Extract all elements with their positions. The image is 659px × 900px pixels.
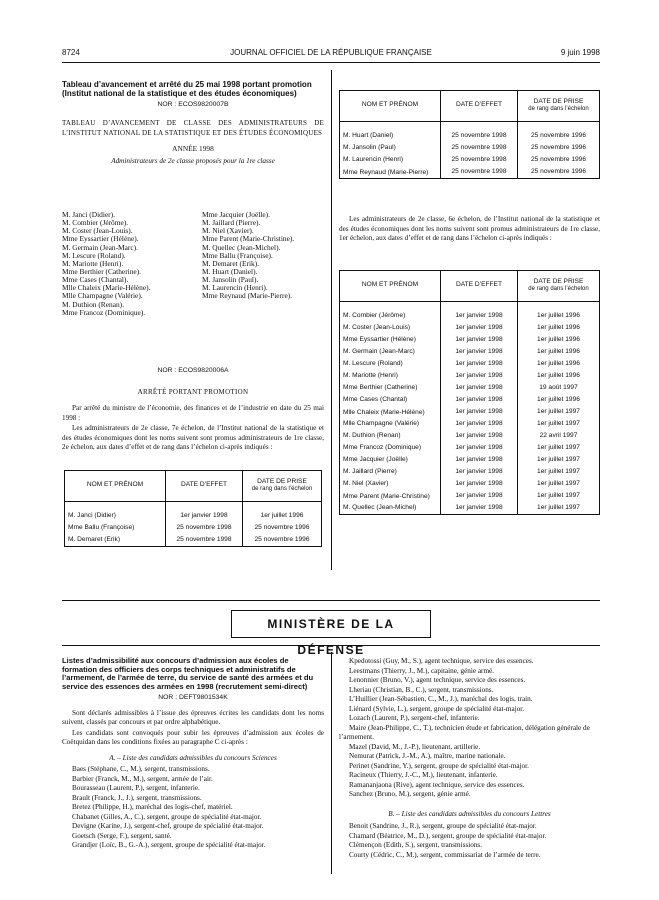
- list-item: Ramananjaona (Rive), agent technique, service des essences.: [349, 780, 525, 789]
- table-row: Mme Eyssartier (Hélène) 1er janvier 1998 1er juillet 1996: [340, 334, 600, 346]
- table-row: M. Demaret (Erik) 25 novembre 1998 25 novembre 1996: [65, 534, 322, 547]
- col-header-name: NOM ET PRÉNOM: [340, 91, 441, 122]
- list-item: Chamard (Béatrice, M., D.), sergent, groupe de spécialité état-major.: [349, 831, 547, 840]
- list-item: M. Laurencin (Henri).: [202, 283, 268, 293]
- list-item: Leestmans (Thierry, J., M.), capitaine, génie armé.: [349, 666, 495, 675]
- names-list-right: [202, 211, 326, 301]
- journal-title: JOURNAL OFFICIEL DE LA RÉPUBLIQUE FRANÇAISE: [230, 48, 432, 57]
- list-item: Maire (Jean-Philippe, C., T.), technicien étude et fabrication, délégation générale de l’armement.: [339, 723, 590, 741]
- table-row: M. Germain (Jean-Marc) 1er janvier 1998 1er juillet 1996: [340, 346, 600, 358]
- promotion-table-1: [64, 470, 322, 547]
- list-item: L’Huillier (Jean-Sébastien, C., M., J.), maréchal des logis, train.: [349, 695, 533, 703]
- table-row: M. Janci (Didier) 1er janvier 1998 1er juillet 1996: [65, 510, 322, 522]
- list-item: M. Coster (Jean-Louis).: [62, 226, 133, 236]
- tableau-title: TABLEAU D’AVANCEMENT DE CLASSE DES ADMINISTRATEURS DE L’INSTITUT NATIONAL DE LA STATISTIQUE ET DES ÉTUDES ÉCONOMIQUES: [62, 119, 324, 137]
- page-header: [62, 48, 600, 60]
- list-item: Mme Berthier (Catherine).: [62, 266, 142, 276]
- table-row: Mme Jacquier (Joëlle) 1er janvier 1998 1er juillet 1997: [340, 454, 600, 466]
- list-item: M. Germain (Jean-Marc).: [62, 242, 138, 252]
- list-item: M. Demaret (Erik).: [202, 258, 260, 268]
- list-item: Baes (Stéphane, C., M.), sergent, transmissions.: [72, 765, 210, 774]
- col-header-prise: DATE DE PRISE de rang dans l’échelon: [518, 91, 600, 122]
- table-row: M. Huart (Daniel) 25 novembre 1998 25 novembre 1996: [340, 130, 600, 142]
- bottom-left-column: [62, 657, 324, 851]
- list-item: Bourasseau (Laurent, P.), sergent, infanterie.: [72, 784, 200, 793]
- list-item: Mme Jacquier (Joëlle).: [202, 210, 270, 219]
- list-item: Lozach (Laurent, P.), sergent-chef, infanterie.: [349, 714, 480, 722]
- list-item: Devigne (Karine, J.), sergent-chef, groupe de spécialité état-major.: [72, 822, 264, 831]
- list-b-title: B. – Liste des candidats admissibles du concours Lettres: [388, 809, 551, 818]
- nor-reference-2: NOR : ECOS9820006A: [157, 367, 229, 374]
- arrete-section: [62, 367, 324, 453]
- table-row: M. Mariotte (Henri) 1er janvier 1998 1er juillet 1996: [340, 370, 600, 382]
- arrete-title: ARRÊTÉ PORTANT PROMOTION: [137, 387, 249, 396]
- list-item: Mme Francoz (Dominique).: [62, 307, 146, 317]
- table-row: M. Laurencin (Henri) 25 novembre 1998 25 novembre 1996: [340, 154, 600, 166]
- list-item: Perinet (Sandrine, Y.), sergent, groupe de spécialité état-major.: [349, 761, 529, 770]
- table-row: Mme Ballu (Françoise) 25 novembre 1998 25 novembre 1996: [65, 522, 322, 534]
- table-row: Mme Reynaud (Marie-Pierre) 25 novembre 1998 25 novembre 1996: [340, 166, 600, 179]
- issue-date: 9 juin 1998: [560, 48, 600, 57]
- list-item: Kpedotossi (Guy, M., S.), agent technique, service des essences.: [349, 657, 534, 665]
- nor-reference-3: NOR : DEFT9801534K: [158, 693, 228, 701]
- nor-reference: NOR : ECOS9820007B: [157, 101, 229, 109]
- list-item: Clémençon (Edith, S.), sergent, transmissions.: [349, 841, 483, 849]
- list-item: Courty (Cédric, C., M.), sergent, commissariat de l’armée de terre.: [349, 850, 541, 859]
- promotion-table-2: [339, 90, 600, 179]
- list-item: M. Niel (Xavier).: [202, 226, 254, 236]
- notice-title: Tableau d’avancement et arrêté du 25 mai 1998 portant promotion (Institut national de la statistique et des études économiques): [62, 80, 312, 99]
- list-a: [62, 765, 324, 851]
- col-header-name: NOM ET PRÉNOM: [340, 271, 441, 302]
- list-item: M. Quellec (Jean-Michel).: [202, 242, 281, 252]
- list-item: M. Jaillard (Pierre).: [202, 218, 261, 228]
- table-row: M. Quellec (Jean-Michel) 1er janvier 1998 1er juillet 1997: [340, 502, 600, 515]
- arrete-paragraph-2: Les administrateurs de 2e classe, 7e échelon, de l’Institut national de la statistique et des études économiques dont les noms suivent sont promus administrateurs de 1re classe, 2e échelon, aux dates d’effet et de rang dans l’échelon ci-après indiqués :: [62, 424, 324, 452]
- list-item: Mlle Champagne (Valérie).: [62, 291, 143, 301]
- proposal-subtitle: Administrateurs de 2e classe proposés pour la 1re classe: [111, 156, 275, 165]
- table-row: Mme Berthier (Catherine) 1er janvier 1998 19 août 1997: [340, 382, 600, 394]
- col-header-prise: DATE DE PRISE de rang dans l’échelon: [518, 271, 600, 302]
- list-item: M. Lescure (Roland).: [62, 250, 126, 260]
- list-item: M. Janci (Didier).: [62, 210, 115, 219]
- list-item: Goetsch (Serge, F.), sergent, santé.: [72, 831, 172, 840]
- list-item: Grandjer (Loïc, B., G.-A.), sergent, groupe de spécialité état-major.: [72, 841, 266, 850]
- list-item: Sanchez (Bruno, M.), sergent, génie armé.: [349, 790, 471, 798]
- col-header-effet: DATE D’EFFET: [441, 91, 518, 122]
- list-a-title: A. – Liste des candidats admissibles du concours Sciences: [109, 753, 277, 762]
- table-row: M. Lescure (Roland) 1er janvier 1998 1er juillet 1996: [340, 358, 600, 370]
- list-item: Racineux (Thierry, J.-C., M.), lieutenant, infanterie.: [349, 771, 498, 779]
- list-item: Lenonnier (Bruno, V.), agent technique, service des essences.: [349, 676, 526, 684]
- col-header-effet: DATE D’EFFET: [166, 471, 243, 502]
- column-divider-bottom: [331, 652, 332, 874]
- list-item: Mlle Chaleix (Marie-Hélène).: [62, 283, 151, 293]
- list-item: Nemurat (Patrick, J.-M., A.), maître, marine nationale.: [349, 752, 506, 760]
- list-item: M. Duthion (Renan).: [62, 299, 124, 309]
- col-header-prise: DATE DE PRISE de rang dans l’échelon: [243, 471, 322, 502]
- promotion-table-3: [339, 270, 600, 515]
- concours-paragraph-2: Les candidats sont convoqués pour subir les épreuves d’admission aux écoles de Coëtquidan dans les conditions fixées au paragraphe C ci-après :: [62, 728, 324, 747]
- table-row: M. Coster (Jean-Louis) 1er janvier 1998 1er juillet 1996: [340, 322, 600, 334]
- list-item: Mme Eyssartier (Hélène).: [62, 234, 139, 244]
- list-item: Mme Reynaud (Marie-Pierre).: [202, 291, 293, 301]
- arrete-paragraph-1: Par arrêté du ministre de l’économie, des finances et de l’industrie en date du 25 mai 1998 :: [62, 404, 324, 422]
- names-list-left: [62, 211, 202, 317]
- list-b: [339, 822, 600, 860]
- table-row: M. Niel (Xavier) 1er janvier 1998 1er juillet 1997: [340, 478, 600, 490]
- annee-heading: ANNÉE 1998: [172, 143, 214, 153]
- column-divider-top: [331, 70, 332, 570]
- bottom-right-column: [339, 657, 600, 860]
- table-row: Mme Cases (Chantal) 1er janvier 1998 1er juillet 1996: [340, 394, 600, 406]
- table-row: M. Combier (Jérôme) 1er janvier 1998 1er juillet 1996: [340, 310, 600, 322]
- list-item: Brault (Franck, J., J.), sergent, transmissions.: [72, 793, 202, 802]
- table-row: M. Duthion (Renan) 1er janvier 1998 22 avril 1997: [340, 430, 600, 442]
- list-item: M. Mariotte (Henri).: [62, 258, 124, 268]
- col-header-name: NOM ET PRÉNOM: [65, 471, 166, 502]
- list-item: Liénard (Sylvie, L.), sergent, groupe de spécialité état-major.: [349, 704, 525, 713]
- list-item: Mme Parent (Marie-Christine).: [202, 234, 295, 244]
- table-row: M. Jansolin (Paul) 25 novembre 1998 25 novembre 1996: [340, 142, 600, 154]
- list-item: Mme Ballu (Françoise).: [202, 250, 273, 260]
- list-item: M. Jansolin (Paul).: [202, 275, 259, 285]
- page-number: 8724: [62, 48, 80, 57]
- list-item: Barbier (Franck, M., M.), sergent, armée de l’air.: [72, 774, 213, 783]
- ministry-heading: MINISTÈRE DE LA DÉFENSE: [231, 610, 431, 638]
- table-row: M. Jaillard (Pierre) 1er janvier 1998 1er juillet 1997: [340, 466, 600, 478]
- concours-title: Listes d’admissibilité aux concours d’admission aux écoles de formation des officiers des corps techniques et administratifs de l’armement, de l’armée de terre, du service de santé des armées et du service des essences des armées en 1998 (recrutement semi-direct): [62, 656, 314, 692]
- header-rule: [62, 62, 600, 63]
- section-rule-bottom: [62, 645, 600, 646]
- right-paragraph: Les administrateurs de 2e classe, 6e échelon, de l’Institut national de la statistique et des études économiques dont les noms suivent sont promus administrateurs de 1re classe, 1er échelon, aux dates d’effet et de rang dans l’échelon ci-après indiqués :: [339, 215, 600, 242]
- table-row: Mme Francoz (Dominique) 1er janvier 1998 1er juillet 1997: [340, 442, 600, 454]
- concours-paragraph-1: Sont déclarés admissibles à l’issue des épreuves écrites les candidats dont les noms suivent, classés par concours et par ordre alphabétique.: [62, 708, 324, 727]
- table-row: Mme Parent (Marie-Christine) 1er janvier 1998 1er juillet 1997: [340, 490, 600, 502]
- list-item: Mazel (David, M., J.-P.), lieutenant, artillerie.: [349, 742, 481, 751]
- list-item: Lheriau (Christian, B., C.), sergent, transmissions.: [349, 685, 494, 694]
- list-item: Bretez (Philippe, H.), maréchal des logis-chef, matériel.: [72, 803, 233, 812]
- table-row: Mlle Chaleix (Marie-Hélène) 1er janvier 1998 1er juillet 1997: [340, 406, 600, 418]
- list-item: M. Combier (Jérôme).: [62, 218, 129, 228]
- table-row: Mlle Champagne (Valérie) 1er janvier 1998 1er juillet 1997: [340, 418, 600, 430]
- list-item: Benoit (Sandrine, J., R.), sergent, groupe de spécialité état-major.: [349, 822, 537, 830]
- list-item: Chabanet (Gilles, A., C.), sergent, groupe de spécialité état-major.: [72, 812, 262, 821]
- list-item: M. Huart (Daniel).: [202, 266, 258, 276]
- list-item: Mme Cases (Chantal).: [62, 275, 129, 285]
- left-column-top: [62, 80, 324, 166]
- col-header-effet: DATE D’EFFET: [441, 271, 518, 302]
- list-a-continued: [339, 657, 600, 800]
- section-rule-top: [62, 600, 600, 601]
